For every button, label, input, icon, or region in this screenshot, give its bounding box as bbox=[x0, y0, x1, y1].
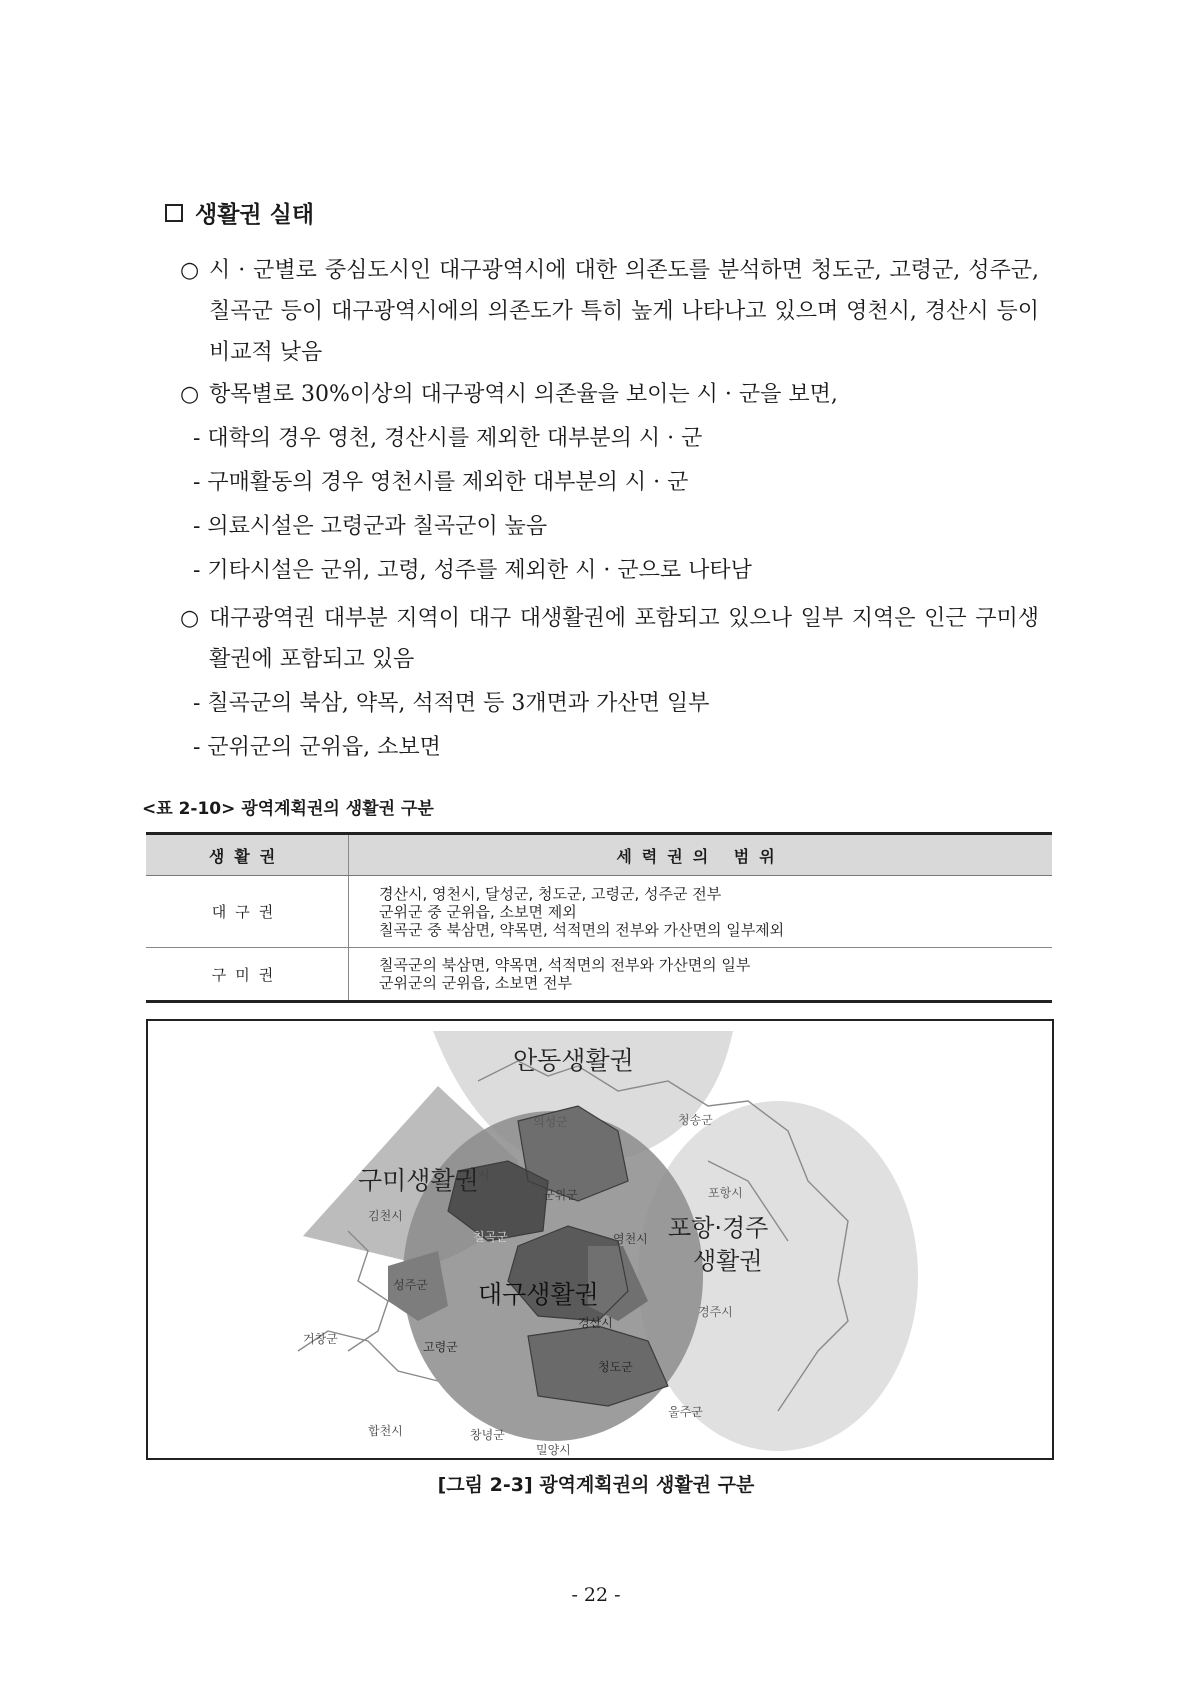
circle-bullet-icon: ○ bbox=[180, 258, 200, 283]
place-gyeongju: 경주시 bbox=[698, 1305, 733, 1319]
map-label-andong: 안동생활권 bbox=[513, 1046, 634, 1075]
bullet-text: 항목별로 30%이상의 대구광역시 의존율을 보이는 시 · 군을 보면, bbox=[209, 382, 838, 407]
dash-item: - 군위군의 군위읍, 소보면 bbox=[193, 735, 441, 760]
dash-item: - 대학의 경우 영천, 경산시를 제외한 대부분의 시 · 군 bbox=[193, 426, 703, 451]
dash-item: - 기타시설은 군위, 고령, 성주를 제외한 시 · 군으로 나타남 bbox=[193, 558, 752, 583]
place-chilgok: 칠곡군 bbox=[473, 1230, 508, 1244]
range-line: 칠곡군의 북삼면, 약목면, 석적면의 전부와 가산면의 일부 bbox=[379, 956, 751, 974]
table-cell-range bbox=[349, 948, 1053, 1002]
table-row bbox=[146, 948, 1052, 1002]
place-cheongdo: 청도군 bbox=[598, 1360, 633, 1374]
place-yeongcheon: 영천시 bbox=[613, 1232, 648, 1246]
place-gimcheon: 김천시 bbox=[368, 1209, 403, 1223]
dash-item: - 칠곡군의 북삼, 약목, 석적면 등 3개면과 가산면 일부 bbox=[193, 691, 710, 716]
dash-item: - 의료시설은 고령군과 칠곡군이 높음 bbox=[193, 514, 548, 539]
map-label-pohang: 포항·경주 bbox=[668, 1214, 769, 1242]
bullet-text: 시 · 군별로 중심도시인 대구광역시에 대한 의존도를 분석하면 청도군, 고령군, 성주군, 칠곡군 등이 대구광역시에의 의존도가 특히 높게 나타나고 있으며 영천시, 경산시 등이 비교적 낮음 bbox=[209, 258, 1039, 365]
table-row bbox=[146, 876, 1052, 948]
place-hapcheon: 합천시 bbox=[368, 1424, 403, 1438]
place-seongju: 성주군 bbox=[393, 1278, 428, 1292]
table-header-row bbox=[146, 834, 1052, 876]
place-goryeong: 고령군 bbox=[423, 1340, 458, 1354]
table-header-cell: 세력권의 범위 bbox=[349, 834, 1053, 876]
checkbox-square-icon bbox=[165, 204, 183, 222]
place-gumi-si: 시 bbox=[478, 1168, 490, 1182]
place-ulju: 울주군 bbox=[668, 1405, 703, 1419]
place-cheongsong: 청송군 bbox=[678, 1113, 713, 1127]
living-sphere-map bbox=[146, 1019, 1054, 1460]
table-caption: <표 2-10> 광역계획권의 생활권 구분 bbox=[142, 799, 434, 819]
bullet-text: 대구광역권 대부분 지역이 대구 대생활권에 포함되고 있으나 일부 지역은 인근 구미생활권에 포함되고 있음 bbox=[209, 606, 1039, 672]
place-gyeongsan: 경산시 bbox=[578, 1316, 613, 1330]
place-geochang: 거창군 bbox=[303, 1332, 338, 1346]
place-changnyeong: 창녕군 bbox=[470, 1428, 505, 1442]
living-sphere-table bbox=[146, 832, 1052, 1003]
place-pohang: 포항시 bbox=[708, 1186, 743, 1200]
range-line: 군위군의 군위읍, 소보면 전부 bbox=[379, 974, 572, 992]
table-header-cell: 생활권 bbox=[146, 834, 349, 876]
page-number: - 22 - bbox=[571, 1584, 621, 1606]
range-line: 군위군 중 군위읍, 소보면 제외 bbox=[379, 902, 577, 921]
place-gunwi: 군위군 bbox=[543, 1188, 578, 1202]
map-label-daegu: 대구생활권 bbox=[478, 1280, 599, 1309]
table-cell-name: 구미권 bbox=[146, 948, 349, 1002]
circle-bullet-icon: ○ bbox=[180, 606, 200, 631]
circle-bullet-icon: ○ bbox=[180, 382, 200, 407]
dash-item: - 구매활동의 경우 영천시를 제외한 대부분의 시 · 군 bbox=[193, 470, 689, 495]
map-label-gumi: 구미생활권 bbox=[358, 1166, 479, 1195]
place-uiseong: 의성군 bbox=[533, 1115, 568, 1129]
section-heading-text: 생활권 실태 bbox=[195, 201, 315, 228]
range-line: 경산시, 영천시, 달성군, 청도군, 고령군, 성주군 전부 bbox=[379, 884, 722, 903]
map-label-pohang-2: 생활권 bbox=[693, 1247, 763, 1275]
table-cell-range bbox=[349, 876, 1053, 948]
table-cell-name: 대구권 bbox=[146, 876, 349, 948]
place-miryang: 밀양시 bbox=[536, 1443, 571, 1457]
range-line: 칠곡군 중 북삼면, 약목면, 석적면의 전부와 가산면의 일부제외 bbox=[379, 920, 785, 939]
section-heading bbox=[165, 196, 314, 229]
figure-caption: [그림 2-3] 광역계획권의 생활권 구분 bbox=[437, 1474, 755, 1496]
